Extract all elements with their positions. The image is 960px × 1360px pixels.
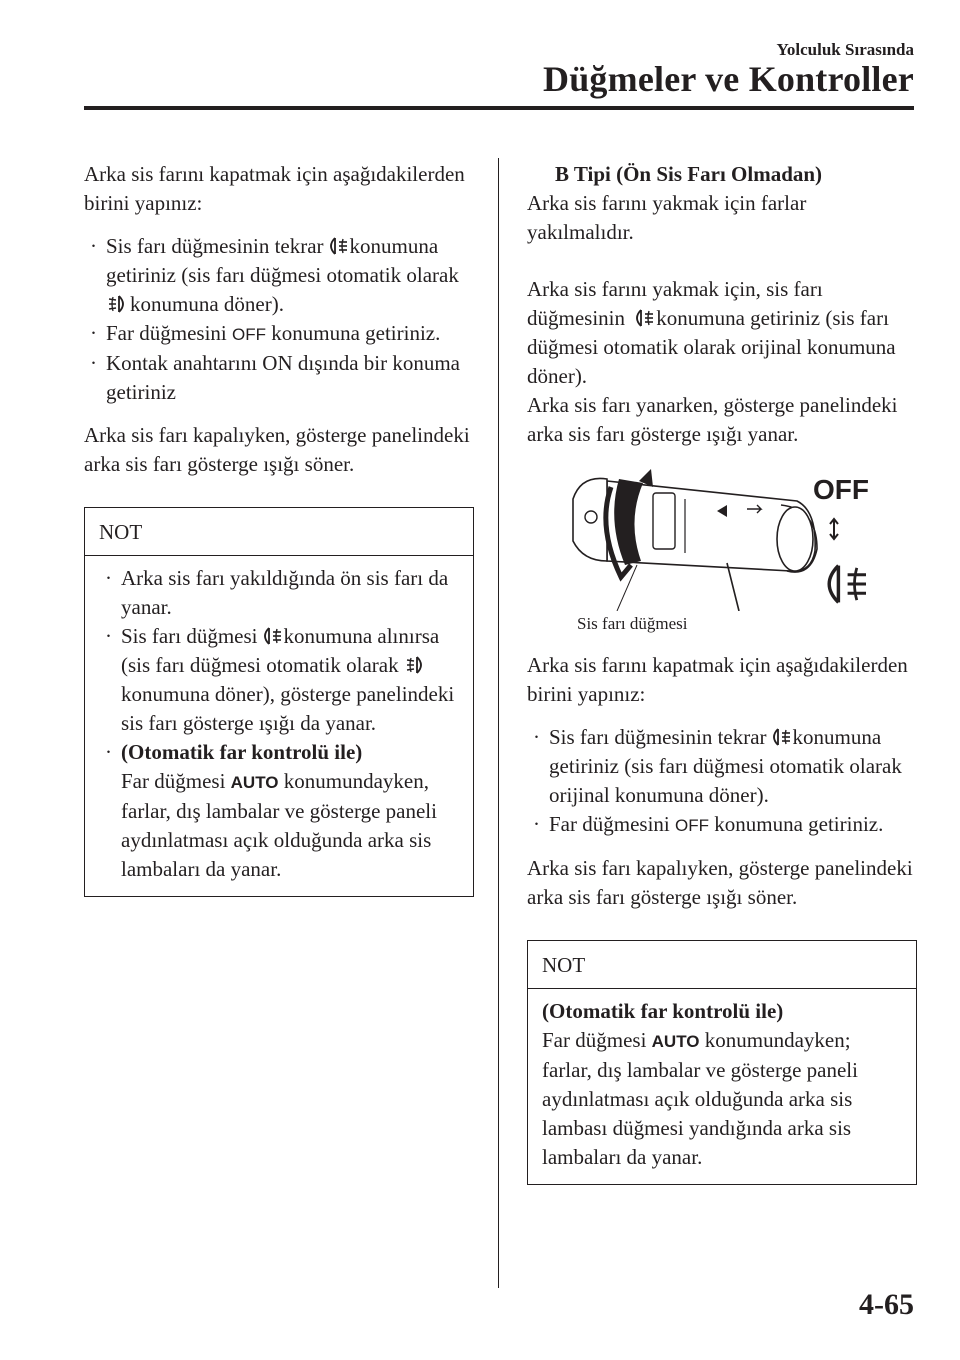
right-paragraph-2: Arka sis farını yakmak için, sis farı düğmesinin konumuna getiriniz (sis farı düğmesi otomatik olarak orijinal konumuna döner).: [527, 277, 896, 388]
note-subhead: (Otomatik far kontrolü ile): [542, 999, 784, 1023]
page-number: 4-65: [859, 1288, 914, 1321]
note-bullet-list: [99, 564, 459, 884]
page-title: Düğmeler ve Kontroller: [543, 59, 914, 99]
rear-fog-light-icon: [260, 626, 282, 646]
note-title: NOT: [85, 508, 473, 556]
up-down-arrow-icon: [827, 517, 841, 541]
header-rule: [84, 106, 914, 110]
right-off-paragraph: Arka sis farı kapalıyken, gösterge panelindeki arka sis farı gösterge ışığı söner.: [527, 856, 913, 909]
left-intro: Arka sis farını kapatmak için aşağıdakilerden birini yapınız:: [84, 162, 465, 215]
front-fog-light-icon: [406, 655, 426, 675]
right-column: [527, 160, 917, 1185]
off-position-label: OFF: [813, 474, 869, 505]
column-divider: [498, 158, 499, 1288]
note-title: NOT: [528, 941, 916, 989]
figure-caption: Sis farı düğmesi: [577, 614, 688, 633]
right-intro-2: Arka sis farını kapatmak için aşağıdakilerden birini yapınız:: [527, 653, 908, 706]
list-item: · Sis farı düğmesinin tekrar konumuna getiriniz (sis farı düğmesi otomatik olarak konumuna döner).: [90, 234, 459, 316]
right-paragraph-1: Arka sis farını yakmak için farlar yakılmalıdır.: [527, 191, 807, 244]
bullet-dot: ·: [90, 321, 97, 345]
bullet-dot: ·: [105, 740, 112, 764]
rear-fog-light-icon: [326, 236, 348, 256]
note-body: [528, 989, 916, 1184]
note-body: [85, 556, 473, 896]
combination-switch-illustration: [567, 461, 837, 611]
list-item: · Sis farı düğmesinin tekrar konumuna getiriniz (sis farı düğmesi otomatik olarak orijinal konumuna döner).: [533, 725, 902, 807]
bullet-dot: ·: [105, 566, 112, 590]
auto-label: AUTO: [230, 773, 279, 792]
rear-fog-light-icon: [817, 561, 869, 607]
left-off-paragraph: Arka sis farı kapalıyken, gösterge panelindeki arka sis farı gösterge ışığı söner.: [84, 423, 470, 476]
bullet-dot: ·: [90, 351, 97, 375]
list-item: · (Otomatik far kontrolü ile) Far düğmesi AUTO konumundayken, farlar, dış lambalar ve gösterge paneli aydınlatması açık olduğunda arka sis lambaları da yanar.: [105, 740, 437, 881]
auto-label: AUTO: [651, 1032, 700, 1051]
fog-switch-figure: [527, 461, 917, 641]
bullet-dot: ·: [533, 725, 540, 749]
note-box: [84, 507, 474, 897]
rear-fog-light-icon: [632, 308, 654, 328]
list-item: · Kontak anahtarını ON dışında bir konuma getiriniz: [90, 351, 461, 404]
header-section: Yolculuk Sırasında: [776, 40, 914, 59]
off-label: OFF: [232, 325, 266, 344]
list-item: · Arka sis farı yakıldığında ön sis farı da yanar.: [105, 566, 449, 619]
left-column: [84, 160, 474, 897]
note-text: Far düğmesi AUTO konumundayken; farlar, dış lambalar ve gösterge paneli aydınlatması açık olduğunda arka sis lambası düğmesi yandığında arka sis lambaları da yanar.: [542, 1028, 858, 1169]
bullet-dot: ·: [533, 812, 540, 836]
left-bullet-list: [84, 232, 474, 407]
bullet-dot: ·: [90, 234, 97, 258]
front-fog-light-icon: [108, 294, 128, 314]
note-box: [527, 940, 917, 1185]
list-item: · Far düğmesini OFF konumuna getiriniz.: [84, 319, 474, 349]
right-bullet-list: [527, 723, 917, 840]
right-paragraph-3: Arka sis farı yanarken, gösterge panelindeki arka sis farı gösterge ışığı yanar.: [527, 393, 898, 446]
list-item: · Far düğmesini OFF konumuna getiriniz.: [527, 810, 917, 840]
list-item: · Sis farı düğmesi konumuna alınırsa (sis farı düğmesi otomatik olarak konumuna döner), gösterge panelindeki sis farı gösterge ışığı da yanar.: [105, 624, 455, 735]
section-subhead: B Tipi (Ön Sis Farı Olmadan): [555, 162, 823, 186]
off-label: OFF: [675, 816, 709, 835]
bullet-dot: ·: [105, 624, 112, 648]
rear-fog-light-icon: [769, 727, 791, 747]
